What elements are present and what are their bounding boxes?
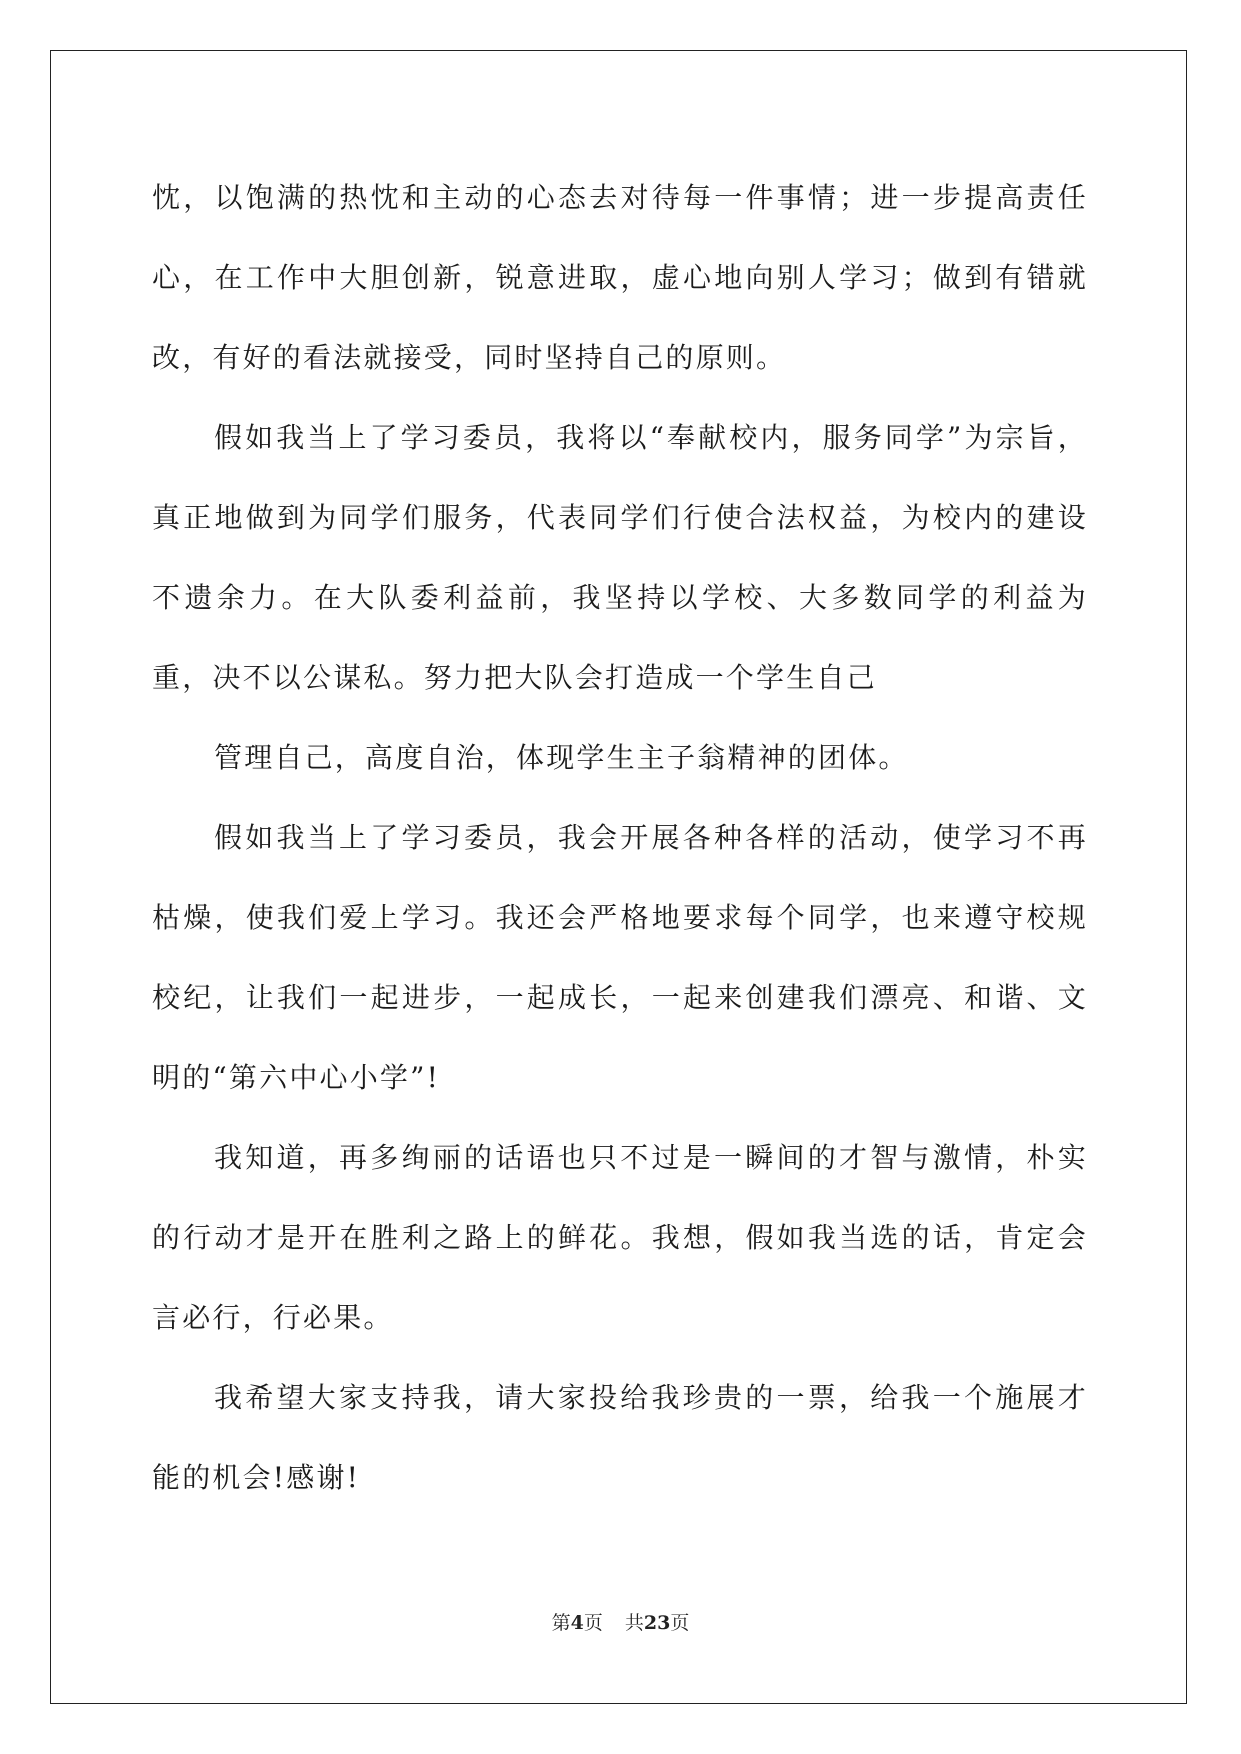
paragraph: 假如我当上了学习委员，我将以“奉献校内，服务同学”为宗旨，真正地做到为同学们服务，代表同学们行使合法权益，为校内的建设不遗余力。在大队委利益前，我坚持以学校、大多数同学的利益为重，决不以公谋私。努力把大队会打造成一个学生自己 bbox=[152, 421, 1088, 694]
paragraph: 管理自己，高度自治，体现学生主子翁精神的团体。 bbox=[214, 741, 909, 774]
total-suffix: 页 bbox=[670, 1612, 690, 1634]
paragraph: 我知道，再多绚丽的话语也只不过是一瞬间的才智与激情，朴实的行动才是开在胜利之路上的鲜花。我想，假如我当选的话，肯定会言必行，行必果。 bbox=[152, 1141, 1088, 1334]
page-prefix: 第 bbox=[551, 1612, 571, 1634]
document-body bbox=[152, 158, 1088, 1518]
paragraph: 假如我当上了学习委员，我会开展各种各样的活动，使学习不再枯燥，使我们爱上学习。我还会严格地要求每个同学，也来遵守校规校纪，让我们一起进步，一起成长，一起来创建我们漂亮、和谐、文明的“第六中心小学”! bbox=[152, 821, 1088, 1094]
page-footer bbox=[0, 1608, 1241, 1635]
total-prefix: 共 bbox=[624, 1612, 644, 1634]
page-number: 4 bbox=[570, 1612, 584, 1634]
paragraph: 忱，以饱满的热忱和主动的心态去对待每一件事情；进一步提高责任心，在工作中大胆创新，锐意进取，虚心地向别人学习；做到有错就改，有好的看法就接受，同时坚持自己的原则。 bbox=[152, 181, 1088, 374]
paragraph: 我希望大家支持我，请大家投给我珍贵的一票，给我一个施展才能的机会!感谢! bbox=[152, 1381, 1088, 1494]
page-suffix: 页 bbox=[583, 1612, 603, 1634]
total-pages: 23 bbox=[643, 1612, 671, 1634]
